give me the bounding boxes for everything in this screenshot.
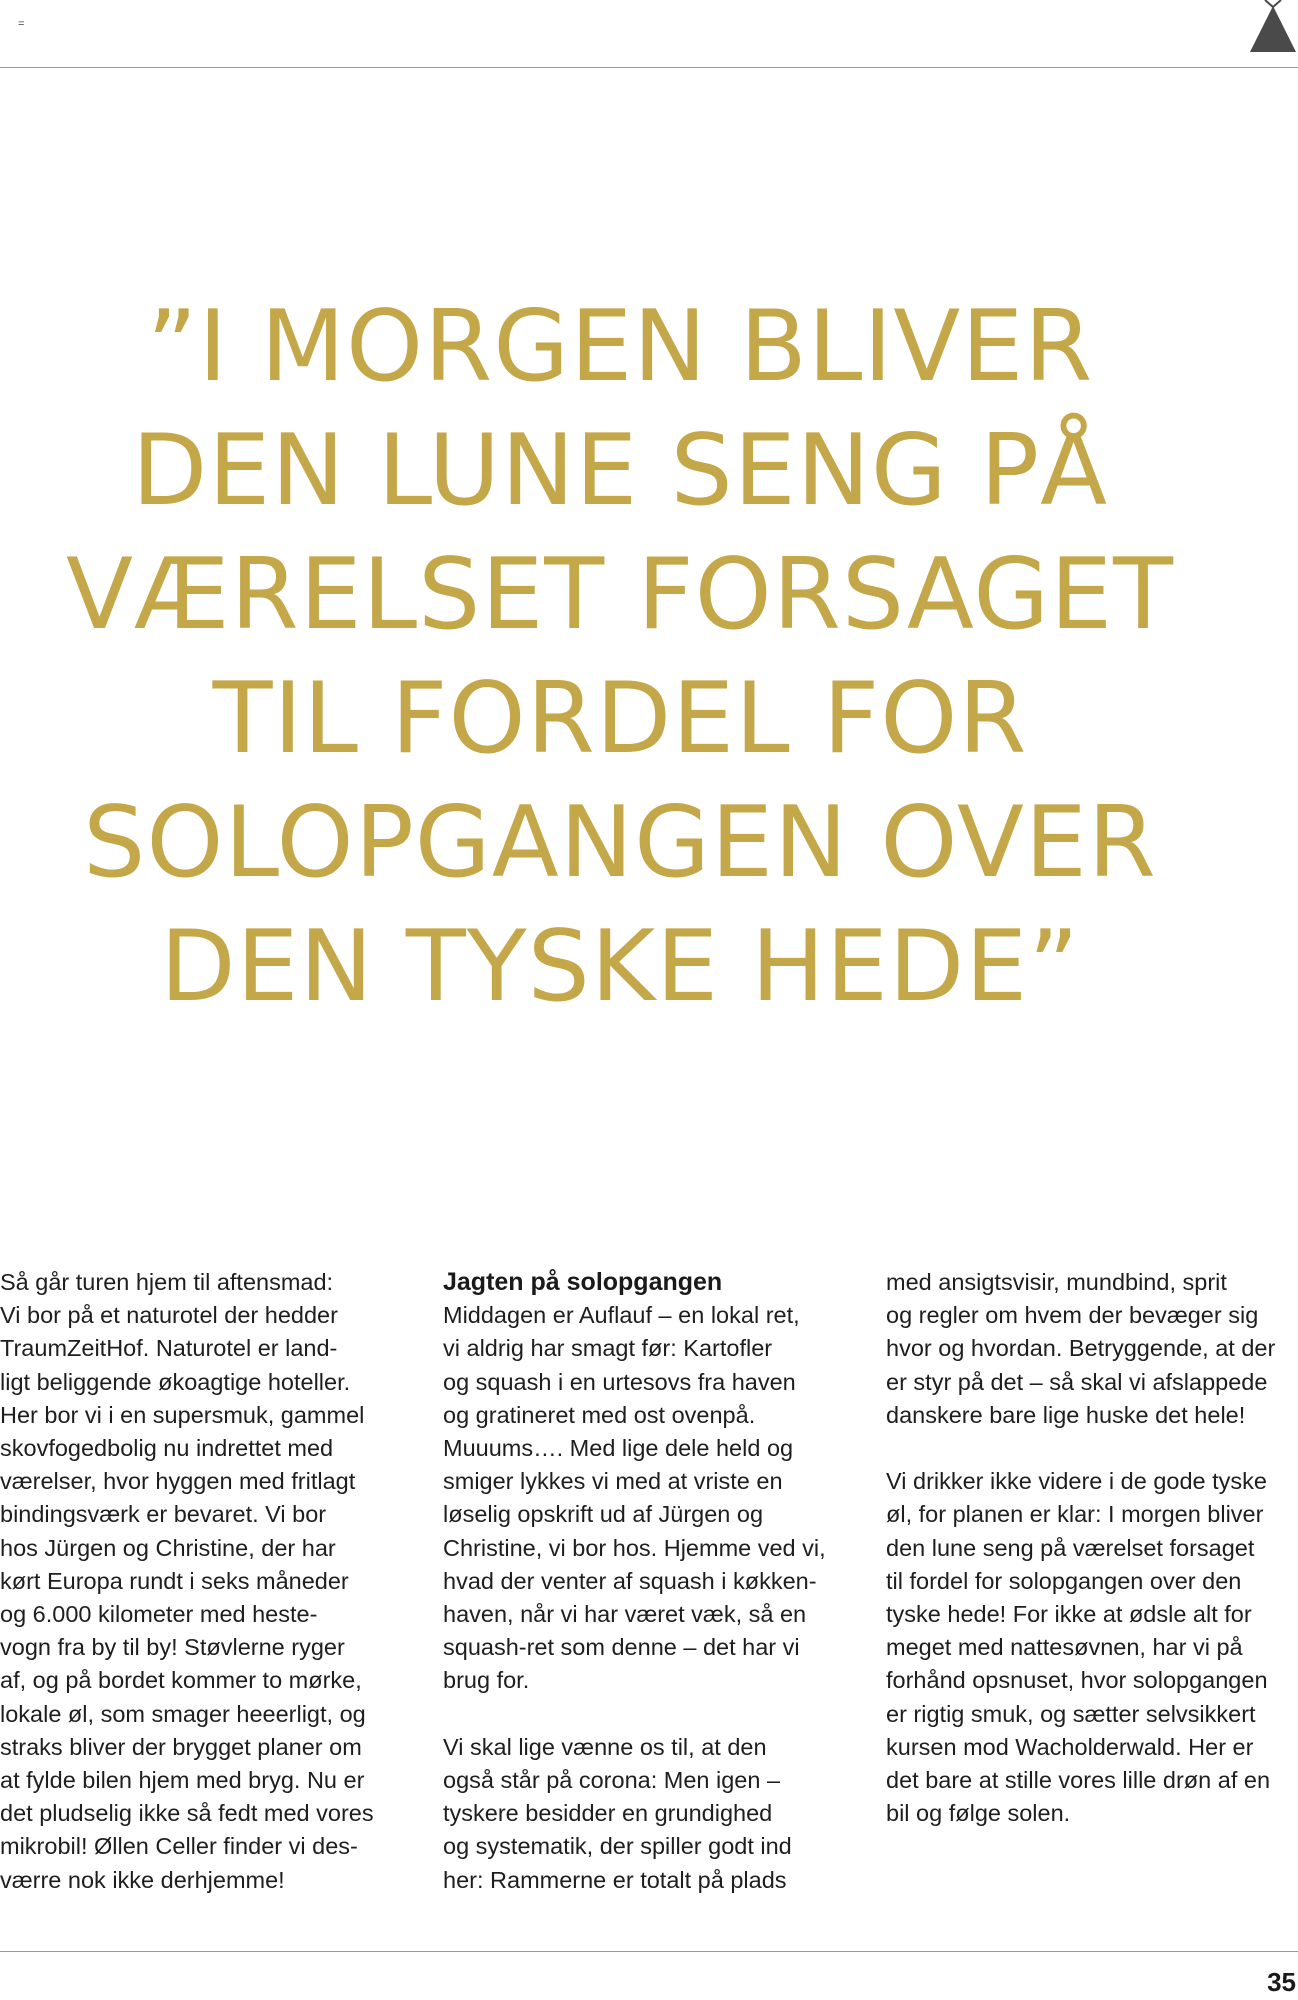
text-line: ligt beliggende økoagtige hoteller. <box>0 1368 351 1395</box>
text-line: Middagen er Auflauf – en lokal ret, <box>443 1302 800 1329</box>
text-line: smiger lykkes vi med at vriste en <box>443 1468 783 1495</box>
text-line: øl, for planen er klar: I morgen bliver <box>886 1501 1264 1528</box>
text-line: hos Jürgen og Christine, der har <box>0 1534 336 1561</box>
paragraph-gap <box>443 1698 863 1731</box>
text-line: er styr på det – så skal vi afslappede <box>886 1368 1268 1395</box>
text-line: til fordel for solopgangen over den <box>886 1567 1242 1594</box>
text-line: og 6.000 kilometer med heste- <box>0 1601 318 1628</box>
text-line: vi aldrig har smagt før: Kartofler <box>443 1335 773 1362</box>
pull-quote-line: SOLOPGANGEN OVER <box>83 786 1157 900</box>
text-line: værre nok ikke derhjemme! <box>0 1866 285 1893</box>
text-line: Vi bor på et naturotel der hedder <box>0 1302 338 1329</box>
text-line: den lune seng på værelset forsaget <box>886 1534 1255 1561</box>
text-line: skovfogedbolig nu indrettet med <box>0 1435 334 1462</box>
text-line: meget med nattesøvnen, har vi på <box>886 1634 1243 1661</box>
pull-quote-line: TIL FORDEL FOR <box>212 662 1028 776</box>
text-line: haven, når vi har været væk, så en <box>443 1601 807 1628</box>
text-line: også står på corona: Men igen – <box>443 1767 781 1794</box>
text-line: lokale øl, som smager heeerligt, og <box>0 1700 366 1727</box>
text-line: det bare at stille vores lille drøn af en <box>886 1767 1271 1794</box>
body-column-3 <box>886 1266 1298 1830</box>
text-line: tyskere besidder en grundighed <box>443 1800 773 1827</box>
body-column-2 <box>443 1266 863 1897</box>
text-line: squash-ret som denne – det har vi <box>443 1634 800 1661</box>
text-line: løselig opskrift ud af Jürgen og <box>443 1501 764 1528</box>
text-line: TraumZeitHof. Naturotel er land- <box>0 1335 338 1362</box>
pull-quote-line: DEN LUNE SENG PÅ <box>131 414 1109 528</box>
text-line: Her bor vi i en supersmuk, gammel <box>0 1401 365 1428</box>
text-line: bindingsværk er bevaret. Vi bor <box>0 1501 327 1528</box>
pull-quote-line: ”I MORGEN BLIVER <box>146 290 1094 404</box>
body-column-1 <box>0 1266 420 1897</box>
text-line: Vi drikker ikke videre i de gode tyske <box>886 1468 1267 1495</box>
text-line: Så går turen hjem til aftensmad: <box>0 1269 334 1295</box>
text-line: Muuums…. Med lige dele held og <box>443 1435 794 1462</box>
text-line: værelser, hvor hyggen med fritlagt <box>0 1468 356 1495</box>
text-line: kursen mod Wacholderwald. Her er <box>886 1733 1254 1760</box>
pull-quote-line: DEN TYSKE HEDE” <box>160 910 1080 1024</box>
text-line: med ansigtsvisir, mundbind, sprit <box>886 1269 1227 1295</box>
text-line: vogn fra by til by! Støvlerne ryger <box>0 1634 345 1661</box>
text-line: og systematik, der spiller godt ind <box>443 1833 792 1860</box>
text-line: mikrobil! Øllen Celler finder vi des- <box>0 1833 358 1860</box>
paragraph-gap <box>886 1432 1298 1465</box>
text-line: hvor og hvordan. Betryggende, at der <box>886 1335 1276 1362</box>
tent-logo-icon <box>1248 0 1298 55</box>
text-line: er rigtig smuk, og sætter selvsikkert <box>886 1700 1256 1727</box>
text-line: tyske hede! For ikke at ødsle alt for <box>886 1601 1252 1628</box>
section-heading: Jagten på solopgangen <box>443 1268 723 1296</box>
text-line: af, og på bordet kommer to mørke, <box>0 1667 362 1694</box>
text-line: hvad der venter af squash i køkken- <box>443 1567 817 1594</box>
text-line: og gratineret med ost ovenpå. <box>443 1401 756 1428</box>
text-line: straks bliver der brygget planer om <box>0 1733 362 1760</box>
text-line: forhånd opsnuset, hvor solopgangen <box>886 1667 1268 1694</box>
text-line: bil og følge solen. <box>886 1800 1071 1827</box>
text-line: her: Rammerne er totalt på plads <box>443 1866 787 1893</box>
text-line: kørt Europa rundt i seks måneder <box>0 1567 349 1594</box>
pull-quote-line: VÆRELSET FORSAGET <box>66 538 1174 652</box>
header-divider <box>0 67 1298 68</box>
page-number: 35 <box>1267 1967 1296 1997</box>
text-line: danskere bare lige huske det hele! <box>886 1401 1246 1428</box>
text-line: og regler om hvem der bevæger sig <box>886 1302 1259 1329</box>
text-line: brug for. <box>443 1667 530 1694</box>
text-line: og squash i en urtesovs fra haven <box>443 1368 796 1395</box>
text-line: Vi skal lige vænne os til, at den <box>443 1733 767 1760</box>
pull-quote <box>0 285 1240 1029</box>
text-line: det pludselig ikke så fedt med vores <box>0 1800 374 1827</box>
header-mark: = <box>18 18 25 30</box>
footer-divider <box>0 1951 1298 1952</box>
text-line: at fylde bilen hjem med bryg. Nu er <box>0 1767 365 1794</box>
text-line: Christine, vi bor hos. Hjemme ved vi, <box>443 1534 826 1561</box>
